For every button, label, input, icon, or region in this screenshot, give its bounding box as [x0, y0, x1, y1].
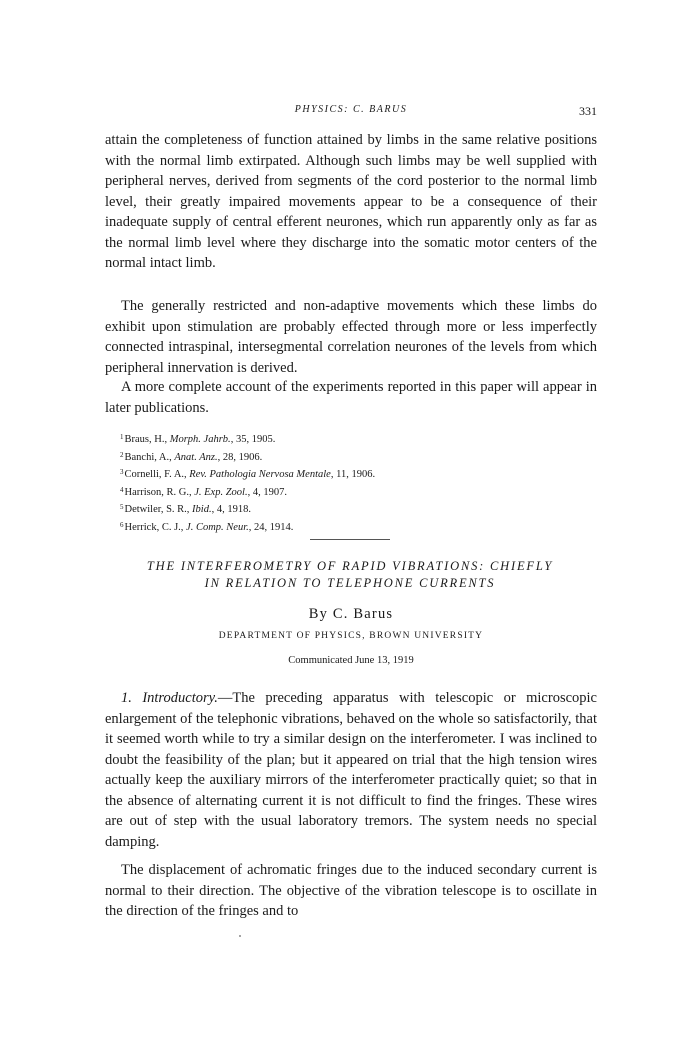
footnote-citation: , 24, 1914.	[248, 521, 294, 533]
footnote-author: Detwiler, S. R.,	[124, 504, 193, 516]
article-title	[95, 558, 605, 591]
speck-mark	[239, 935, 241, 937]
footnote-number: 5	[120, 503, 124, 512]
paragraph	[105, 296, 597, 378]
footnote-journal: J. Comp. Neur.	[186, 521, 249, 533]
paragraph: The displacement of achromatic fringes due to the induced secondary current is normal to their direction. The objective of the vibration telescope is to oscillate in the direction of the fringes and to	[105, 862, 597, 919]
footnote	[120, 465, 590, 483]
footnote-number: 2	[120, 450, 124, 459]
footnote-citation: , 11, 1906.	[330, 469, 376, 481]
footnote-citation: , 35, 1905.	[230, 434, 276, 445]
footnote-journal: Morph. Jahrb.	[169, 434, 231, 445]
paragraph-text: —The preceding apparatus with telescopic or microscopic enlargement of the telephonic vibrations, behaved on the whole so satisfactorily, that it seemed worth while to try a similar design on the interferometer. I was inclined to doubt the feasibility of the plan; but it appeared on trial that the high tension wires actually keep the auxiliary mirrors of the interferometer practically quiet; so that in the absence of alternating current it is not difficult to find the fringes. These wires are out of step with the usual laboratory tremors. The system needs no special damping.	[105, 690, 597, 850]
article-title-line: THE INTERFEROMETRY OF RAPID VIBRATIONS: CHIEFLY	[146, 559, 554, 573]
footnote-journal: Anat. Anz.	[174, 451, 218, 463]
footnote-author: Banchi, A.,	[124, 451, 175, 463]
footnote-author: Harrison, R. G.,	[124, 486, 195, 498]
footnote-author: Cornelli, F. A.,	[124, 469, 190, 481]
paragraph-continued	[105, 130, 597, 274]
footnote-journal: J. Exp. Zool.	[194, 486, 248, 498]
footnote-journal: Rev. Pathologia Nervosa Mentale	[189, 469, 331, 481]
byline: By C. Barus	[308, 606, 394, 622]
communicated-date: Communicated June 13, 1919	[288, 655, 414, 666]
footnote	[120, 430, 590, 448]
footnote	[120, 500, 590, 518]
footnote-citation: , 28, 1906.	[217, 451, 263, 463]
page-number: 331	[579, 104, 597, 118]
affiliation: DEPARTMENT OF PHYSICS, BROWN UNIVERSITY	[218, 631, 484, 641]
footnote-number: 3	[120, 468, 124, 477]
article-title-line: IN RELATION TO TELEPHONE CURRENTS	[204, 575, 496, 590]
footnote-citation: , 4, 1918.	[211, 504, 251, 516]
footnote-author: Braus, H.,	[124, 434, 170, 445]
running-head	[105, 104, 597, 122]
article-body	[105, 688, 597, 922]
footnote-citation: , 4, 1907.	[247, 486, 287, 498]
paragraph-text: attain the completeness of function attained by limbs in the same relative positions with the normal limb extirpated. Although such limbs may be well supplied with peripheral nerves, derived from segments of the cord posterior to the normal limb level, their greatly impaired movements appear to be a consequence of their inadequate supply of central efferent neurones, which run apparently only as far as the normal limb level where they discharge into the somatic motor centers of the normal intact limb.	[105, 132, 597, 271]
paragraph-text: A more complete account of the experiments reported in this paper will appear in later publications.	[105, 379, 597, 416]
footnote-author: Herrick, C. J.,	[124, 521, 187, 533]
footnote-journal: Ibid.	[192, 504, 212, 516]
footnote	[120, 483, 590, 501]
footnote-number: 1	[120, 433, 124, 441]
section-label: 1. Introductory.	[121, 690, 218, 706]
footnote-number: 4	[120, 485, 124, 494]
footnote	[120, 518, 590, 536]
paragraph	[105, 377, 597, 418]
intro-paragraph	[105, 688, 597, 852]
running-title: PHYSICS: C. BARUS	[294, 104, 408, 115]
footnote-number: 6	[120, 520, 124, 529]
footnote	[120, 448, 590, 466]
footnotes	[120, 430, 590, 536]
paragraph-text: The generally restricted and non-adaptive movements which these limbs do exhibit upon stimulation are probably effected through more or less imperfectly connected intraspinal, intersegmental correlation neurones of the levels from which peripheral innervation is derived.	[105, 298, 597, 376]
section-divider	[310, 539, 390, 540]
